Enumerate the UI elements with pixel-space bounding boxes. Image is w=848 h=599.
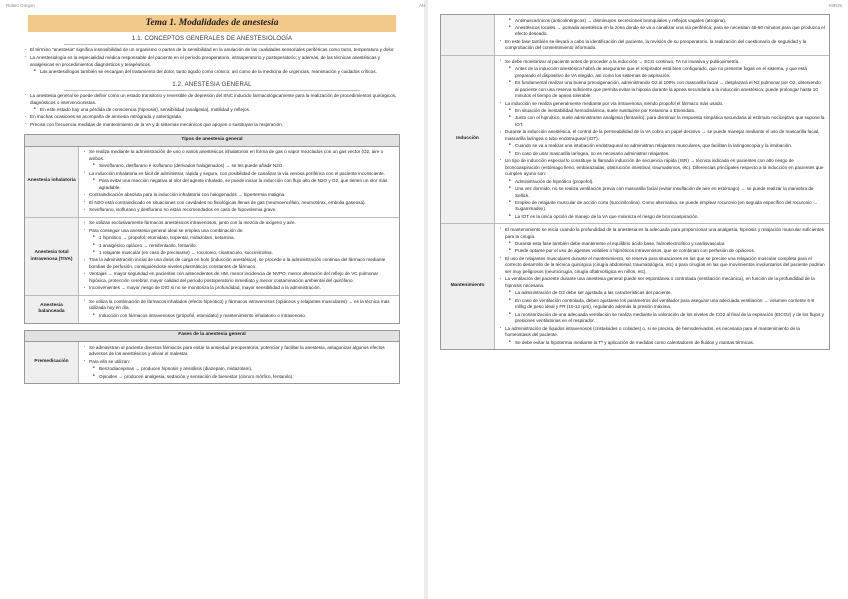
- cell-sub-bullet: ■ Durante esta fase también debe mantenerse el equilibrio ácido base, hidroelectrolítico y cardiovascular.: [509, 241, 825, 248]
- continued-table: [440, 14, 830, 350]
- row-label: Anestesia balanceada: [25, 296, 79, 322]
- cell-bullet: · El N2O está contraindicado en situaciones con cavidades no fisiológicas llenas de gas (neumoencéfalo, neumotórax, embolia gaseosa).: [83, 200, 395, 207]
- anesthesia-types-table: [24, 134, 400, 323]
- row-body: [79, 342, 399, 383]
- cell-sub-bullet: ■ La monitorización de una adecuada ventilación se realiza mediante la valoración de los niveles de CO2 al final de la espiración (EtCO2) y de los flujos y presiones ventilatorias en el respirador.: [509, 312, 825, 325]
- cell-sub-bullet: ■ Una vez dormido, no se realiza ventilación previa con mascarilla facial (evitar insuflación de aire en estómago) → se puede realizar la maniobra de Sellick.: [509, 186, 825, 199]
- cell-sub-bullet: ■ Inducción con fármacos intravenosos (propofol, etomidato) y mantenimiento inhalatorio o intravenoso.: [93, 313, 395, 320]
- cell-sub-bullet: ■ Para evitar una reacción negativa al olor del agente inhalado, se puede iniciar la inducción con flujo alto de N2O y O2, que tienen un olor más agradable.: [93, 178, 395, 191]
- chapter-title: Tema 1. Modalidades de anestesia: [145, 17, 279, 28]
- row-label: Premedicación: [25, 342, 79, 383]
- chapter-title-box: [28, 15, 396, 32]
- bullet-list: [24, 93, 400, 106]
- cell-sub-bullet: ■ En caso de ventilación controlada, deben ajustarse los parámetros del ventilador para asegurar una adecuada ventilación → volumen corriente 6-8 ml/kg de peso ideal y FR (10-12 rpm), regulando además la presión máxima.: [509, 298, 825, 311]
- table-row: [25, 342, 399, 383]
- cell-bullet: · Un tipo de inducción especial lo constituye la llamada inducción de secuencia rápida (ISR) → técnica indicada en pacientes con alto riesgo de broncoaspiración (estómago lleno, embarazadas, obstrucción intestinal, traumatismos, etc). Diferencias principales respecto a la inducción en pacientes que cumplen ayuno son:: [499, 158, 825, 178]
- cell-bullet: · Para conseguir una anestesia general ideal se emplea una combinación de:: [83, 228, 395, 235]
- cell-bullet: · La administración de líquidos intravenosos (cristaloides o coloides) o, si se precisa, de hemoderivados, es necesaria para el mantenimiento de la homeostasis del paciente.: [499, 326, 825, 339]
- row-body: [495, 15, 829, 55]
- bullet-list: [24, 47, 400, 68]
- table-row: [441, 56, 829, 224]
- cell-bullet: · Ventajas → mayor seguridad en pacientes con antecedentes de HM, menor incidencia de NVPO, menor alteración del reflejo de VC pulmonar hipóxica, protección cerebral, mayor calidad del período postoperatorio inmediato y menor contaminación ambiental del quirófano.: [83, 271, 395, 284]
- cell-sub-bullet: ■ Sevoflurano, desflurano e isoflurano (derivados halogenados) → se les puede añadir N2O.: [93, 163, 395, 170]
- section-heading: 1.1. CONCEPTOS GENERALES DE ANESTESIOLOGÍA: [64, 35, 360, 45]
- sub-bullet-list: [34, 107, 400, 114]
- cell-bullet: · Sevoflurano, isoflurano y desflurano no están recomendados en caso de hipovolemia grave.: [83, 207, 395, 214]
- cell-sub-bullet: ■ Junto con el hipnótico, suele administrarse analgesia (fentanilo), para disminuir la respuesta simpática secundaria al estímulo nociceptivo que supone la IOT.: [509, 115, 825, 128]
- row-label: Anestesia inhalatoria: [25, 147, 79, 217]
- cell-bullet: · Se debe monitorizar al paciente antes de proceder a la inducción → ECG continuo, TA no invasiva y pulsioximetría.: [499, 59, 825, 66]
- cell-sub-bullet: ■ Puede optarse por el uso de agentes volátiles o hipnóticos intravenosos, que se combinan con perfusión de opiáceos.: [509, 248, 825, 255]
- cell-bullet: · Se realiza mediante la administración de uno o varios anestésicos inhalatorios en forma de gas o vapor mezclados con un gas vector (O2, aire o ambos.: [83, 149, 395, 162]
- cell-sub-bullet: ■ 1 relajante muscular (en caso de precisarse) → rocuronio, cisatracurio, succinilcolina.: [93, 250, 395, 257]
- sub-bullet-list: [34, 69, 400, 76]
- cell-sub-bullet: ■ 1 analgésico opiáceo → remifentanilo, fentanilo.: [93, 243, 395, 250]
- cell-bullet: · La inducción inhalatoria es fácil de administrar, rápida y segura, con posibilidad de canalizar la vía venosa periférica con el paciente inconsciente.: [83, 171, 395, 178]
- anesthesia-phases-table: [24, 330, 400, 385]
- table-row: [25, 296, 399, 322]
- cell-bullet: · Se utiliza la combinación de fármacos inhalados (efecto hipnótico) y fármacos intravenosos (opiáceos y relajantes musculares) → es la técnica más utilizada hoy en día.: [83, 299, 395, 312]
- cell-sub-bullet: ■ Benzodiacepinas → producen hipnosis y ansiólisis (diazepam, midazolam).: [93, 366, 395, 373]
- code-header: MIR25: [829, 3, 842, 8]
- row-label: Inducción: [441, 56, 495, 223]
- bullet-item: · Precisa con frecuencia medidas de mantenimiento de la VA y di sistemas mecánicos que apoyen o sustituyan la respiración.: [24, 122, 400, 129]
- row-body: [79, 296, 399, 322]
- row-label: Anestesia total intravenosa (TIVA): [25, 218, 79, 295]
- table-header: Tipos de anestesia general: [25, 135, 399, 147]
- table-row: [25, 218, 399, 296]
- left-content: [24, 14, 400, 384]
- cell-bullet: · La inducción se realiza generalmente mediante por vía intravenosa, siendo propofol el fármaco más usado.: [499, 101, 825, 108]
- row-body: [79, 218, 399, 295]
- cell-sub-bullet: ■ 1 hipnótico → propofol, etomidato, tiopental, midazolam, ketamina.: [93, 235, 395, 242]
- section-heading: 1.2. ANESTESIA GENERAL: [64, 81, 360, 91]
- table-row: [441, 224, 829, 349]
- row-body: [79, 147, 399, 217]
- row-label: Mantenimiento: [441, 224, 495, 349]
- cell-bullet: · Inconvenientes → mayor riesgo de DIO si no se monitoriza la profundidad, mayor sensibilidad a la administración.: [83, 285, 395, 292]
- cell-sub-bullet: ■ Antimuscarínicos (anticolinérgicos) → disminuyen secreciones bronquiales y reflejos vagales (atropina).: [509, 18, 825, 25]
- bullet-item: · El término "anestesia" significa insensibilidad de un organismo o partes de la sensibilidad en la anulación de las cualidades sensoriales periféricas como tacto, temperatura y dolor.: [24, 47, 400, 54]
- row-body: [495, 56, 829, 223]
- bullet-item: · En muchas ocasiones se acompaña de amnesia retrógrada y anterógrada.: [24, 114, 400, 121]
- cell-sub-bullet: ■ Anestésicos locales → pomada anestésica en la zona donde se va a canalizar una vía periférica; para se necesitan 45-60 minutos para que produzca el efecto deseado.: [509, 25, 825, 38]
- author-header: Ruben Oregon: [6, 3, 35, 8]
- cell-bullet: · Contraindicación absoluta para la inducción inhalatoria con halogenados → hipertermia maligna.: [83, 192, 395, 199]
- cell-sub-bullet: ■ En caso de usar mascarilla laríngea, no es necesario administrar relajantes.: [509, 151, 825, 158]
- cell-bullet: · Durante la inducción anestésica, el control de la permeabilidad de la VA cobra un papel decisivo → se puede manejar mediante el uso de mascarilla facial, mascarilla laríngea o tubo endotraqueal (IOT).: [499, 129, 825, 142]
- sub-bullet-item: ■ Las anestesiólogos también se encargan del tratamiento del dolor, tanto agudo como crónico, así como de la medicina de urgencias, reanimación y cuidados críticos.: [34, 69, 400, 76]
- cell-sub-bullet: ■ En situación de inestabilidad hemodinámica, suele sustituirse por Ketamina o Etomidato.: [509, 108, 825, 115]
- center-marker: AN: [419, 3, 426, 8]
- right-content: [440, 14, 830, 350]
- cell-bullet: · Tras la administración inicial de una dosis de carga en bolo (inducción anestésica), se procede a la administración continua del fármaco mediante bombas de perfusión, consiguiéndose niveles plasmáticos constantes de fármaco.: [83, 257, 395, 270]
- cell-bullet: · Se administran al paciente diversos fármacos para evitar la ansiedad preoperatoria, potenciar y facilitar la anestesia, antagonizar algunos efectos adversos de los anestésicos y aliviar el malestar.: [83, 345, 395, 358]
- cell-bullet: · El uso de relajantes musculares durante el mantenimiento, se reserva para situaciones en las que se precise una relajación muscular completa para el correcto desarrollo de la técnica quirúrgica (cirugía abdominal, traumatológica, etc) o para cirugías en las que movimientos involuntarios del paciente podrían ser muy peligrosos (neurocirugía, cirugía oftalmológica en niños, etc).: [499, 256, 825, 276]
- cell-sub-bullet: ■ Se debe evitar la hipotermia mediante la Tª y aplicación de medidas como calentadores de fluidos y mantas térmicas.: [509, 340, 825, 347]
- bullet-item: · La anestesia general se puede definir como un estado transitorio y reversible de depresión del SNC inducido farmacológicamente para la realización de procedimientos quirúrgicos, diagnósticos o intervencionistas.: [24, 93, 400, 106]
- table-header: Fases de la anestesia general: [25, 331, 399, 343]
- cell-sub-bullet: ■ Es fundamental realizar una buena preoxigenación, administrando O2 al 100% con mascarilla facial → desplazará el N2 pulmonar por O2, obteniendo al paciente con una reserva suficiente que permita evitar la hipoxia durante la apnea secundaria a la inducción anestésica; puede prolongar hasta 10 minutos el tiempo de apnea tolerable.: [509, 80, 825, 100]
- cell-sub-bullet: ■ Antes de la inducción anestésica habrá de asegurarse que el respirador está bien configurado, que no presente fugas en el sistema, y que está preparado el dispositivo de VA elegido, así como los sistemas de aspiración.: [509, 66, 825, 79]
- bullet-item: · La Anestesiología es la especialidad médica responsable del paciente en el período preoperatorio, intraoperatorio y postoperatorio; y además, de las técnicas anestésicas y analgésicas en procedimientos diagnósticos y terapéuticos.: [24, 55, 400, 68]
- row-body: [495, 224, 829, 349]
- cell-sub-bullet: ■ La IOT es la única opción de manejo de la VA que minimiza el riesgo de broncoaspiración.: [509, 214, 825, 221]
- cell-bullet: · El mantenimiento se inicia cuando la profundidad de la anestesia es la adecuada para proporcionar una analgesia, hipnosis y relajación muscular suficientes para la cirugía.: [499, 227, 825, 240]
- row-label-empty: [441, 15, 495, 55]
- cell-sub-bullet: ■ Administración de hipnótico (propofol).: [509, 179, 825, 186]
- bullet-list: [24, 114, 400, 128]
- table-row: [25, 147, 399, 218]
- page-right: [428, 0, 848, 599]
- cell-sub-bullet: ■ La administración de O2 debe ser ajustada a las características del paciente.: [509, 290, 825, 297]
- sub-bullet-item: ■ En este estado hay una pérdida de consciencia (hipnosis), sensibilidad (analgesia), motilidad y reflejos.: [34, 107, 400, 114]
- cell-sub-bullet: ■ Cuando se va a realizar una intubación endotraqueal se administran relajantes musculares, que facilitan la laringoscopia y la intubación.: [509, 143, 825, 150]
- cell-sub-bullet: ■ Empleo de relajante muscular de acción corta (succinilcolina). Como alternativa, se puede emplear rocuronio (en seguida específico del rocuronio → Sugammadex).: [509, 200, 825, 213]
- cell-bullet: · Se utilizan exclusivamente fármacos anestésicos intravenosos, junto con la mezcla de oxígeno y aire.: [83, 220, 395, 227]
- cell-bullet: · En este fase también se llevará a cabo la identificación del paciente, la revisión de su preoperatorio, la realización del cuestionario de seguridad y la comprobación del consentimiento informado.: [499, 39, 825, 52]
- cell-bullet: · Para ello se utilizan:: [83, 359, 395, 366]
- cell-sub-bullet: ■ Opioides → producen analgesia, sedación y sensación de bienestar (cloruro mórfico, fentanilo).: [93, 374, 395, 381]
- table-row: [441, 15, 829, 56]
- cell-bullet: · La ventilación del paciente durante una anestesia general puede ser espontánea o controlada (ventilación mecánica), en función de la profundidad de la hipnosis necesaria.: [499, 276, 825, 289]
